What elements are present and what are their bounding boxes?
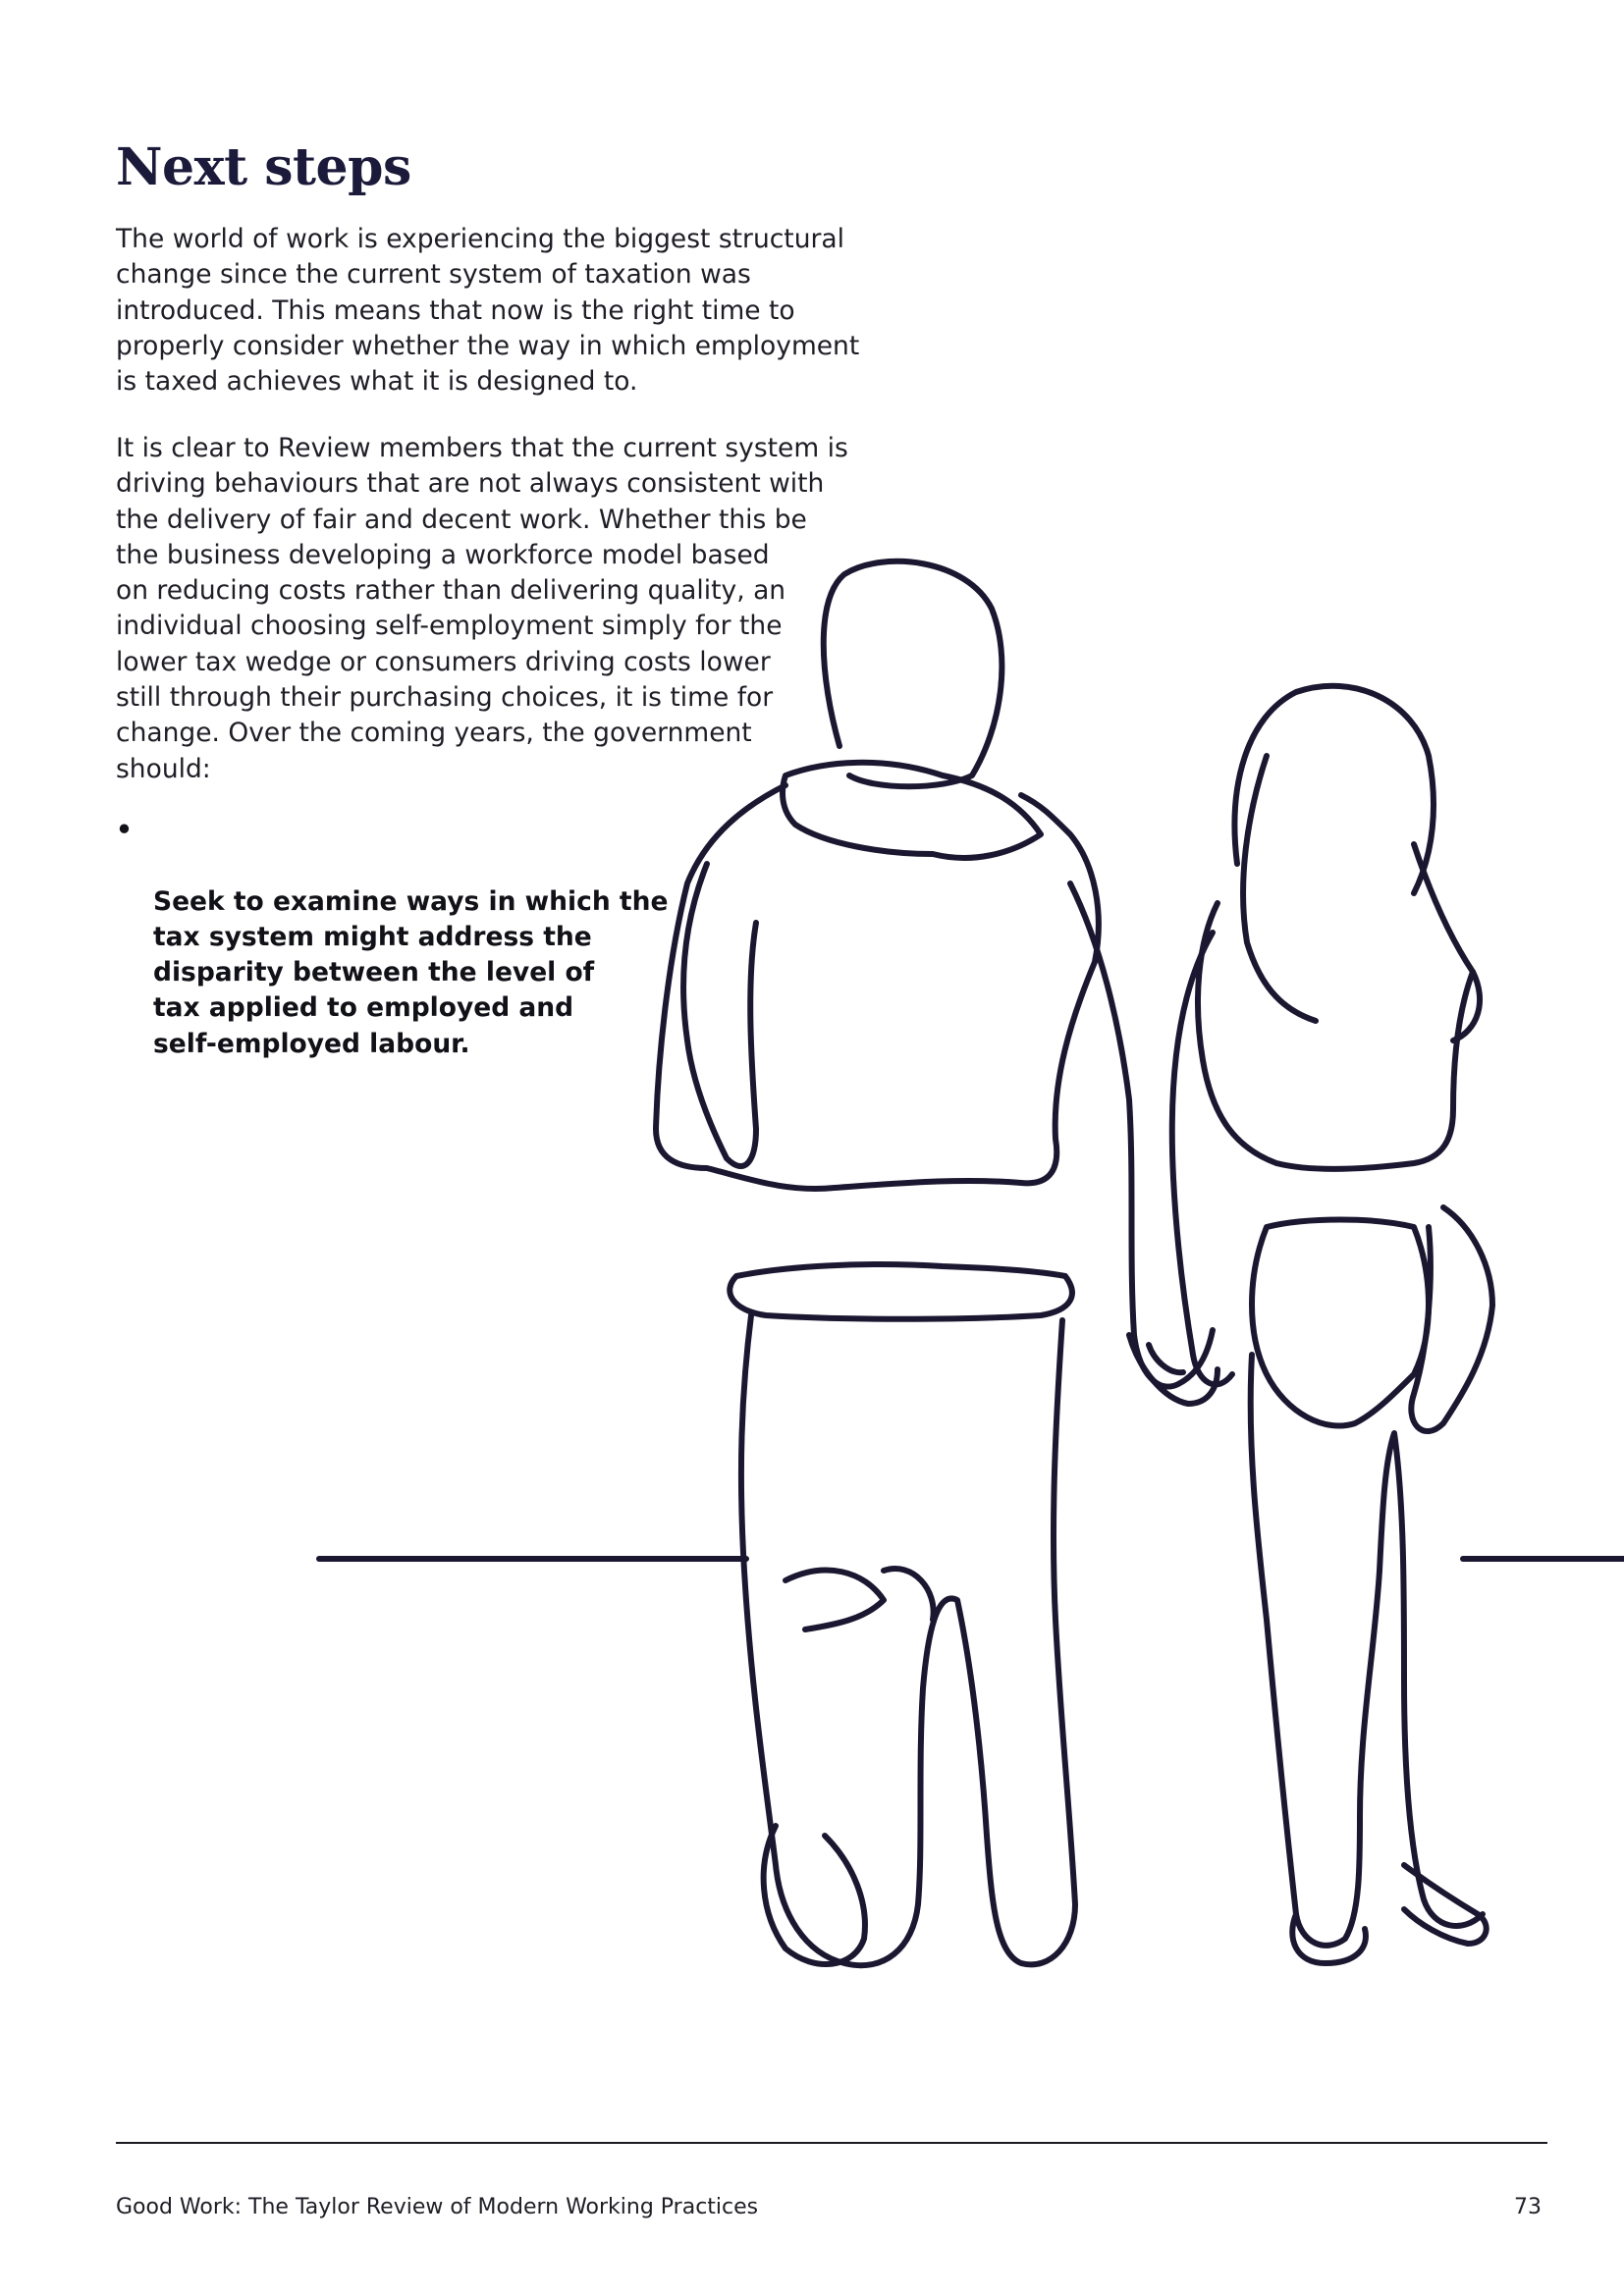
recommendation-text: Seek to examine ways in which the tax system might address the disparity between the level of tax applied to employed and self-employed labour. <box>153 885 669 1059</box>
man-right-arm <box>1070 883 1213 1387</box>
body-paragraph-1: The world of work is experiencing the biggest structural change since the current system of taxation was introduced. This means that now is the right time to properly consider whether the way in which employment is taxed achieves what it is designed to. <box>116 224 860 398</box>
page-heading: Next steps <box>116 137 411 197</box>
footer-title: Good Work: The Taylor Review of Modern Working Practices <box>116 2195 759 2219</box>
woman-hair <box>1243 756 1480 1041</box>
woman-body <box>1198 903 1473 1169</box>
woman-shoe <box>1292 1865 1486 1963</box>
man-trousers <box>741 1315 1075 1965</box>
footer-divider <box>116 2142 1547 2144</box>
woman-bag <box>1411 1207 1492 1431</box>
woman-head <box>1235 686 1435 893</box>
woman-hips <box>1252 1220 1429 1426</box>
man-head <box>824 561 1002 786</box>
woman-arm <box>1172 933 1232 1384</box>
man-trouser-folds <box>785 1569 934 1629</box>
page-number: 73 <box>1514 2195 1542 2219</box>
body-paragraph-2: It is clear to Review members that the current system is driving behaviours that are not always consistent with the delivery of fair and decent work. Whether this be the business developing a workforce model based on reducing costs rather than delivering quality, an individual choosing self-employment simply for the lower tax wedge or consumers driving costs lower still through their purchasing choices, it is time for change. Over the coming years, the government should: <box>116 433 848 784</box>
clasped-hands <box>1129 1335 1218 1404</box>
man-hoodie <box>656 785 1099 1189</box>
man-hood <box>783 763 1041 858</box>
man-left-arm <box>683 864 756 1166</box>
woman-legs <box>1251 1355 1483 1946</box>
bullet-icon: • <box>116 815 133 845</box>
man-waistband <box>730 1264 1072 1319</box>
